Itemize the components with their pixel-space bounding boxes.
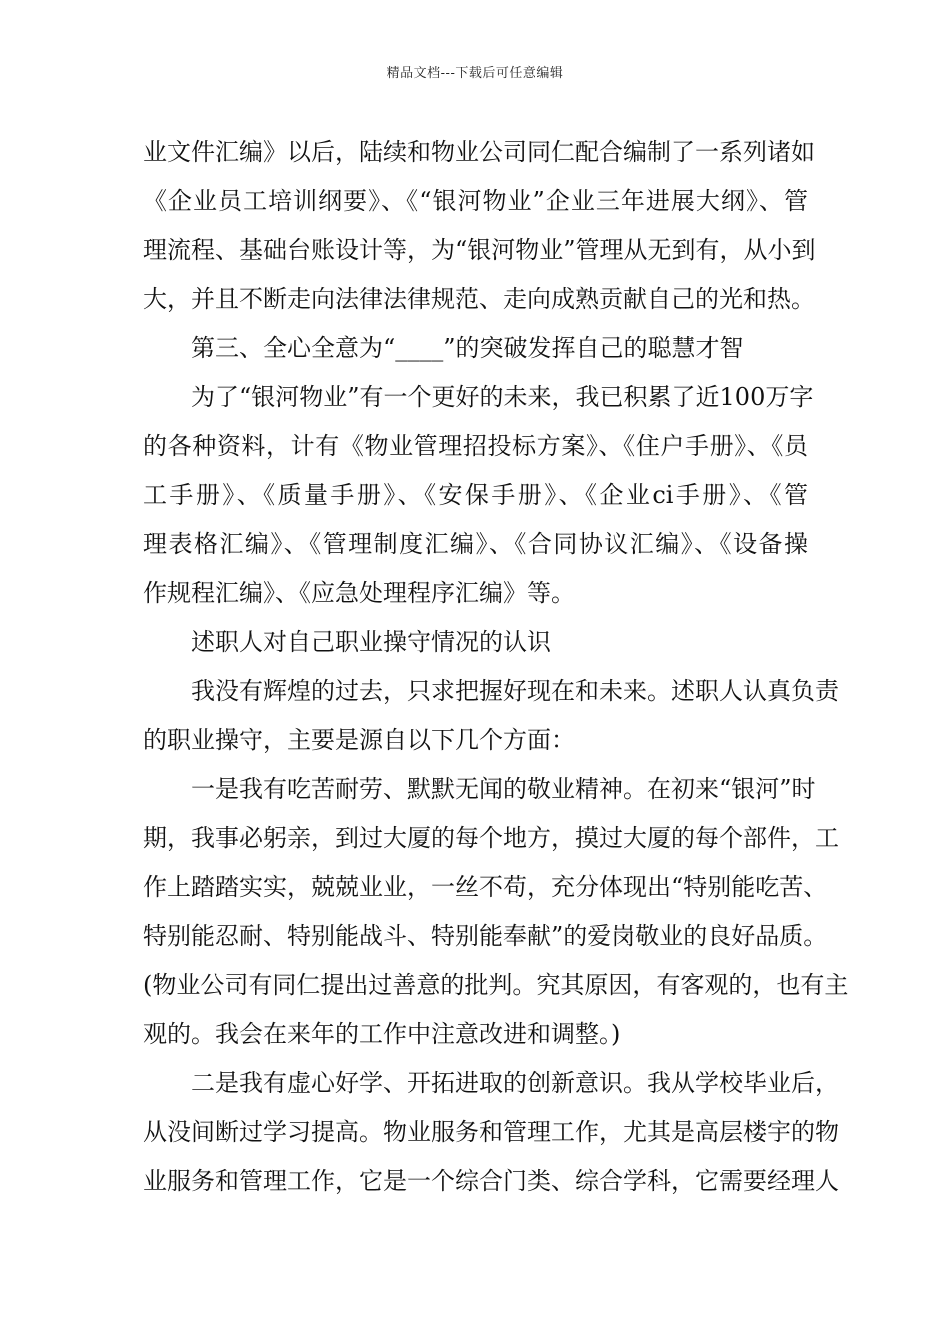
text-line: 作上踏踏实实，兢兢业业，一丝不苟，充分体现出“特别能吃苦、 bbox=[143, 873, 828, 901]
text-line: 期，我事必躬亲，到过大厦的每个地方，摸过大厦的每个部件，工 bbox=[143, 824, 839, 852]
text-line: 大，并且不断走向法律法律规范、走向成熟贡献自己的光和热。 bbox=[143, 285, 815, 313]
text-line: 观的。我会在来年的工作中注意改进和调整。) bbox=[143, 1020, 621, 1048]
text-line: (物业公司有同仁提出过善意的批判。究其原因，有客观的，也有主 bbox=[143, 971, 849, 999]
text-line: 《企业员工培训纲要》、《“银河物业”企业三年进展大纲》、管 bbox=[143, 187, 808, 215]
text-line: 我没有辉煌的过去，只求把握好现在和未来。述职人认真负责 bbox=[191, 677, 839, 705]
text-line: 的职业操守，主要是源自以下几个方面： bbox=[143, 726, 575, 754]
text-line: 业服务和管理工作，它是一个综合门类、综合学科，它需要经理人 bbox=[143, 1167, 839, 1195]
section-heading: 第三、全心全意为“____”的突破发挥自己的聪慧才智 bbox=[191, 334, 744, 362]
document-body bbox=[143, 128, 849, 1206]
text-line: 一是我有吃苦耐劳、默默无闻的敬业精神。在初来“银河”时 bbox=[191, 775, 816, 803]
page-header: 精品文档---下载后可任意编辑 bbox=[386, 66, 564, 81]
section-heading: 述职人对自己职业操守情况的认识 bbox=[191, 628, 551, 656]
text-line: 的各种资料，计有《物业管理招投标方案》、《住户手册》、《员 bbox=[143, 432, 808, 460]
text-line: 理流程、基础台账设计等，为“银河物业”管理从无到有，从小到 bbox=[143, 236, 816, 264]
text-line: 作规程汇编》、《应急处理程序汇编》等。 bbox=[143, 579, 575, 607]
text-line: 业文件汇编》以后，陆续和物业公司同仁配合编制了一系列诸如 bbox=[143, 138, 815, 166]
text-line: 二是我有虚心好学、开拓进取的创新意识。我从学校毕业后， bbox=[191, 1069, 839, 1097]
text-line: 从没间断过学习提高。物业服务和管理工作，尤其是高层楼宇的物 bbox=[143, 1118, 839, 1146]
text-line: 特别能忍耐、特别能战斗、特别能奉献”的爱岗敬业的良好品质。 bbox=[143, 922, 828, 950]
text-line: 工手册》、《质量手册》、《安保手册》、《企业ci手册》、《管 bbox=[143, 481, 808, 509]
text-line: 理表格汇编》、《管理制度汇编》、《合同协议汇编》、《设备操 bbox=[143, 530, 808, 558]
text-line: 为了“银河物业”有一个更好的未来，我已积累了近100万字 bbox=[191, 383, 814, 411]
